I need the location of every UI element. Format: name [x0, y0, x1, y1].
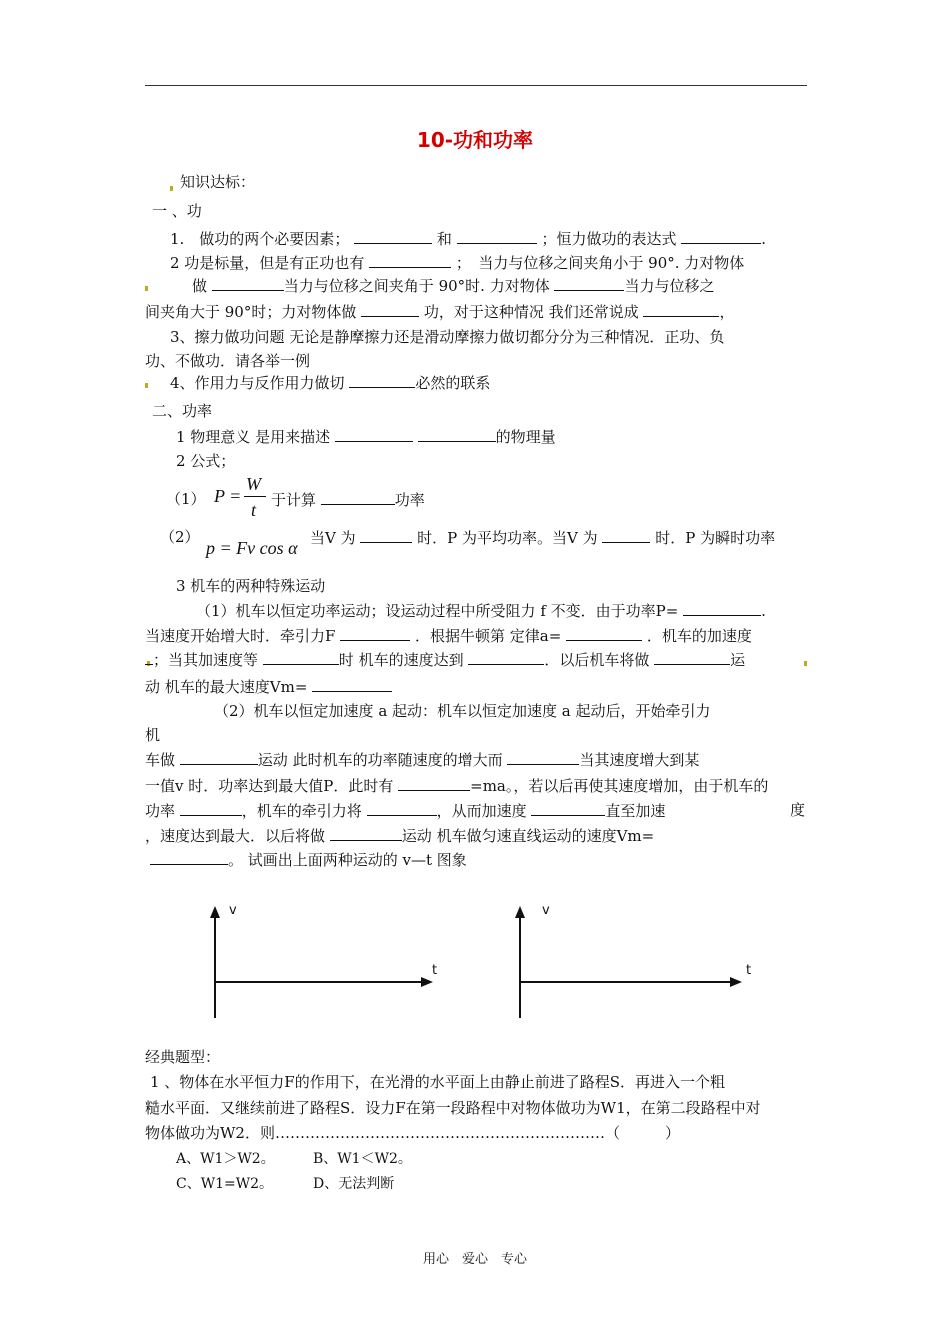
t-axis-label: t [746, 963, 752, 978]
m2-line5-end: 度 [790, 801, 806, 819]
vt-graph-right [500, 900, 760, 1025]
formula2-text: 当V 为 时．P 为平均功率。当V 为 时．P 为瞬时功率 [310, 529, 776, 547]
m1-line4: 动 机车的最大速度Vm= [145, 677, 392, 696]
s1-line7: 4、作用力与反作用力做切 必然的联系 [170, 374, 491, 392]
s1-line4: 间夹角大于 90°时；力对物体做 功，对于这种情况 我们还常说成 ， [145, 303, 735, 321]
m1-line3: ；当其加速度等 时 机车的速度达到 ．以后机车将做 运 [145, 650, 745, 669]
formula1-text: 于计算 功率 [271, 491, 425, 509]
s2-line1: 1 物理意义 是用来描述 的物理量 [176, 428, 556, 446]
option-d: D、无法判断 [313, 1176, 395, 1192]
s2-line2: 2 公式； [176, 452, 236, 470]
t-axis-label: t [432, 963, 438, 978]
v-axis-label: v [542, 903, 550, 918]
s1-line3: 做 当力与位移之间夹角于 90°时. 力对物体 当力与位移之 [192, 277, 715, 295]
m2-line7: 。 试画出上面两种运动的 v—t 图象 [150, 850, 467, 869]
bullet-mark [170, 186, 173, 191]
page-title: 10-功和功率 [416, 128, 534, 152]
m2-line5: 功率 ，机车的牵引力将 ，从而加速度 直至加速 [145, 802, 666, 820]
formula2-expression: p = Fv cos α [206, 538, 298, 558]
option-a: A、W1＞W2。 [176, 1151, 275, 1167]
bullet-mark [145, 383, 148, 388]
formula1-denominator: t [251, 500, 257, 520]
m2-line4: 一值v 时．功率达到最大值P．此时有 =ma。，若以后再使其速度增加，由于机车的 [145, 777, 769, 795]
page-footer: 用心 爱心 专心 [422, 1252, 527, 1267]
header-rule [145, 85, 807, 86]
bullet-mark [804, 661, 807, 666]
formula1-number: （1） [166, 490, 206, 508]
v-axis-label: v [229, 903, 237, 918]
m2-line1: （2）机车以恒定加速度 a 起动：机车以恒定加速度 a 起动后，开始牵引力 [214, 702, 711, 720]
t-axis-arrow [730, 977, 742, 987]
option-c: C、W1=W2。 [176, 1176, 274, 1192]
vt-graph-left [195, 900, 455, 1025]
s1-line1: 1. 做功的两个必要因素； 和 ；恒力做功的表达式 . [170, 230, 767, 248]
bullet-mark [145, 286, 148, 291]
m2-line2: 机 [145, 726, 161, 744]
knowledge-header: 知识达标： [180, 173, 256, 191]
s1-line6: 功、不做功．请各举一例 [145, 352, 311, 370]
m2-line6: ，速度达到最大．以后将做 运动 机车做匀速直线运动的速度Vm= [145, 827, 655, 845]
formula1-numerator: W [246, 474, 261, 494]
v-axis-arrow [515, 906, 525, 918]
t-axis-arrow [421, 977, 433, 987]
m1-line2: 当速度开始增大时．牵引力F ．根据牛顿第 定律a= ．机车的加速度 [145, 627, 752, 645]
s2-line3: 3 机车的两种特殊运动 [176, 577, 326, 595]
option-b: B、W1＜W2。 [313, 1151, 412, 1167]
v-axis-arrow [210, 906, 220, 918]
examples-heading: 经典题型： [145, 1048, 221, 1066]
question1-line2: 糙水平面．又继续前进了路程S．设力F在第一段路程中对物体做功为W1，在第二段路程中对 [145, 1099, 761, 1117]
formula1-lhs: P = [214, 486, 242, 506]
section1-heading: 一 、功 [152, 202, 202, 220]
section2-heading: 二、功率 [152, 402, 213, 420]
question1-line3: 物体做功为W2．则…………………………………………………………（ ） [145, 1124, 680, 1142]
s1-line2: 2 功是标量，但是有正功也有 ； 当力与位移之间夹角小于 90°. 力对物体 [170, 254, 745, 272]
formula2-number: （2） [160, 528, 200, 546]
m1-line1: （1）机车以恒定功率运动；设运动过程中所受阻力 f 不变．由于功率P= . [196, 602, 766, 620]
m2-line3: 车做 运动 此时机车的功率随速度的增大而 当其速度增大到某 [145, 751, 700, 769]
fraction-bar [244, 496, 266, 497]
question1-line1: 1 、物体在水平恒力F的作用下，在光滑的水平面上由静止前进了路程S．再进入一个粗 [150, 1073, 725, 1091]
s1-line5: 3、擦力做功问题 无论是静摩擦力还是滑动摩擦力做切都分分为三种情况．正功、负 [170, 328, 725, 346]
